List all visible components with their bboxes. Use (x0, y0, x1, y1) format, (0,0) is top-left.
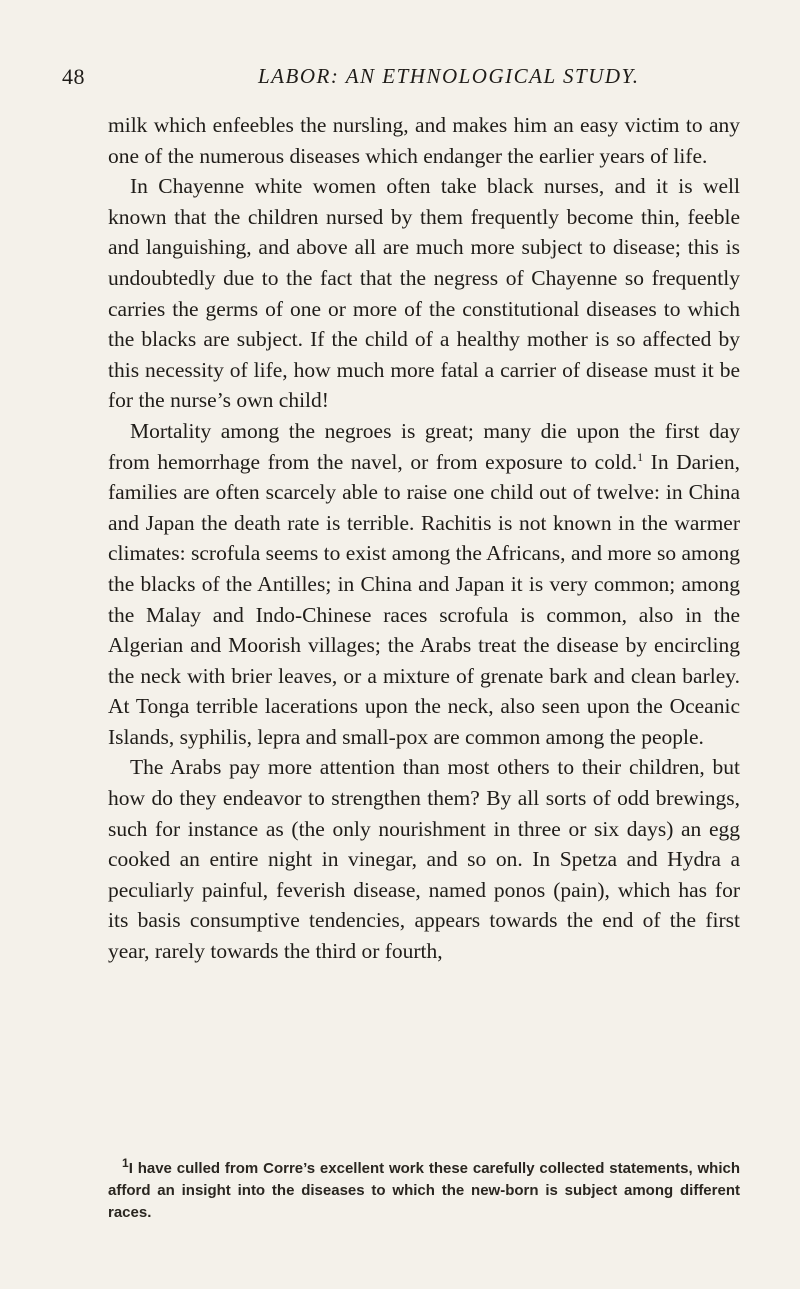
paragraph-3-part-1: Mortality among the negroes is great; many die upon the first day from hemorrhage from the navel, or from exposure to cold. (108, 418, 740, 474)
paragraph-2: In Chayenne white women often take black nurses, and it is well known that the children nursed by them frequently become thin, feeble and languishing, and above all are much more subject to disease; this is undoubtedly due to the fact that the negress of Chayenne so frequently carries the germs of one or more of the constitutional diseases to which the blacks are subject. If the child of a healthy mother is so affected by this necessity of life, how much more fatal a carrier of disease must it be for the nurse’s own child! (108, 174, 740, 413)
footnote-reference: 1 (637, 449, 644, 464)
footnote-marker: 1 (122, 1156, 129, 1170)
footnote (108, 1158, 740, 1224)
running-head: LABOR: AN ETHNOLOGICAL STUDY. (258, 64, 640, 88)
page-number: 48 (62, 64, 85, 89)
paragraph-1: milk which enfeebles the nursling, and makes him an easy victim to any one of the numerous diseases which endanger the earlier years of life. (108, 113, 740, 168)
page-header (62, 64, 742, 94)
footnote-text: I have culled from Corre’s excellent work these carefully collected statements, which afford an insight into the diseases to which the new-born is subject among different races. (108, 1160, 740, 1221)
body-text (108, 110, 740, 967)
paragraph-3 (108, 416, 740, 753)
paragraph-3-part-2: In Darien, families are often scarcely able to raise one child out of twelve: in China and Japan the death rate is terrible. Rachitis is not known in the warmer climates: scrofula seems to exist among the Africans, and more so among the blacks of the Antilles; in China and Japan it is very common; among the Malay and Indo-Chinese races scrofula is common, also in the Algerian and Moorish villages; the Arabs treat the disease by encircling the neck with brier leaves, or a mixture of grenate bark and clean barley. At Tonga terrible lacerations upon the neck, also seen upon the Oceanic Islands, syphilis, lepra and small-pox are common among the people. (108, 449, 741, 749)
paragraph-4: The Arabs pay more attention than most others to their children, but how do they endeavor to strengthen them? By all sorts of odd brewings, such for instance as (the only nourishment in three or six days) an egg cooked an entire night in vinegar, and so on. In Spetza and Hydra a peculiarly painful, feverish disease, named ponos (pain), which has for its basis consumptive tendencies, appears towards the end of the first year, rarely towards the third or fourth, (108, 755, 740, 964)
